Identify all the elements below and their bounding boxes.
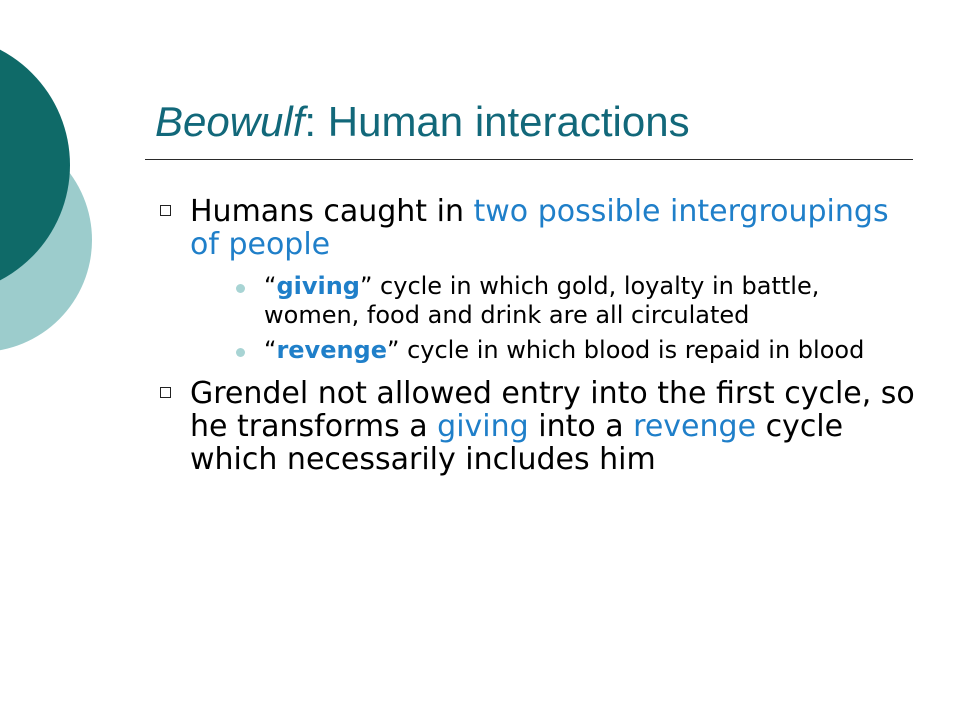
slide-body: [160, 195, 920, 476]
title-divider: [145, 159, 913, 160]
decorative-circles: [0, 0, 120, 400]
quote-open: “: [264, 272, 277, 300]
title-italic-part: Beowulf: [155, 98, 305, 145]
square-bullet-icon: [160, 387, 171, 398]
bullet-grendel: [160, 377, 920, 476]
bullet-highlight-revenge: revenge: [633, 409, 757, 444]
bullet-humans-caught: [160, 195, 920, 365]
sub-bullet-text: ” cycle in which blood is repaid in blood: [387, 336, 865, 364]
round-bullet-icon: [236, 284, 245, 293]
bullet-text: into a: [528, 409, 634, 444]
bullet-highlight: two possible intergroupings of people: [190, 194, 889, 262]
term-giving: giving: [276, 272, 360, 300]
sub-bullet-list: [190, 272, 920, 365]
sub-bullet-text: ” cycle in which gold, loyalty in battle, women, food and drink are all circulated: [264, 272, 820, 329]
round-bullet-icon: [236, 348, 245, 357]
quote-open: “: [264, 336, 277, 364]
sub-bullet-revenge: [190, 336, 920, 365]
title-rest: : Human interactions: [304, 98, 690, 145]
bullet-highlight-giving: giving: [437, 409, 529, 444]
bullet-text: Grendel not allowed entry into the first cycle, so he transforms a: [190, 376, 915, 444]
slide-title: [155, 96, 915, 148]
sub-bullet-giving: [190, 272, 920, 330]
term-revenge: revenge: [276, 336, 388, 364]
bullet-text: Humans caught in: [190, 194, 474, 229]
bullet-text: cycle which necessarily includes him: [190, 409, 844, 477]
square-bullet-icon: [160, 205, 171, 216]
